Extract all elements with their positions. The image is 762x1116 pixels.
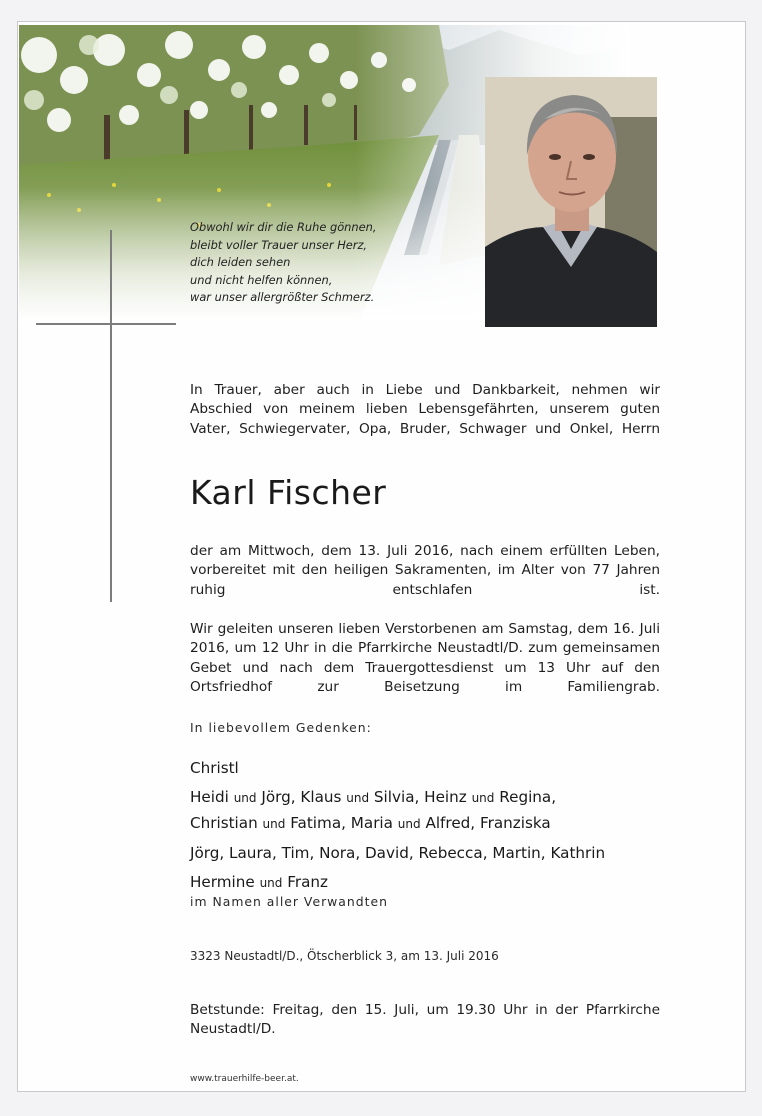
cross-horizontal-bar xyxy=(36,323,176,325)
announcement-text: der am Mittwoch, dem 13. Juli 2016, nach einem erfüllten Leben, vorbereitet mit den heiligen Sakramenten, im Alter von 77 Jahren ruhig entschlafen ist. xyxy=(190,543,660,598)
mourners-list xyxy=(190,756,605,896)
prayer-hour-text xyxy=(190,1001,660,1040)
poem-line: war unser allergrößter Schmerz. xyxy=(190,290,375,305)
poem-line: und nicht helfen können, xyxy=(190,272,333,287)
mourner-name: Christl xyxy=(190,759,239,777)
poem-line: dich leiden sehen xyxy=(190,255,291,270)
website-footer: www.trauerhilfe-beer.at. xyxy=(190,1074,299,1084)
place-date: 3323 Neustadtl/D., Ötscherblick 3, am 13. Juli 2016 xyxy=(190,949,499,963)
conjunction: und xyxy=(259,876,283,890)
poem-line: Obwohl wir dir die Ruhe gönnen, xyxy=(190,220,377,234)
poem-line: bleibt voller Trauer unser Herz, xyxy=(190,237,368,252)
mourner-name: Franz xyxy=(287,873,328,891)
remembrance-label: In liebevollem Gedenken: xyxy=(190,720,372,735)
mourner-row xyxy=(190,870,605,896)
conjunction: und xyxy=(262,817,286,831)
mourner-row xyxy=(190,841,605,866)
intro-text: In Trauer, aber auch in Liebe und Dankbarkeit, nehmen wir Abschied von meinem lieben Lebensgefährten, unserem guten Vater, Schwiegervater, Opa, Bruder, Schwager und Onkel, Herrn xyxy=(190,382,660,437)
relatives-note: im Namen aller Verwandten xyxy=(190,894,388,909)
funeral-text: Wir geleiten unseren lieben Verstorbenen am Samstag, dem 16. Juli 2016, um 12 Uhr in die Pfarrkirche Neustadtl/D. zum gemeinsamen Gebet und nach dem Trauergottesdienst um 13 Uhr auf den Ortsfriedhof zur Beisetzung im Familiengrab. xyxy=(190,621,660,696)
cross-vertical-bar xyxy=(110,230,112,602)
mourner-name: Jörg, Laura, Tim, Nora, David, Rebecca, Martin, Kathrin xyxy=(190,844,606,862)
mourner-name: Alfred, Franziska xyxy=(425,814,551,832)
deceased-name: Karl Fischer xyxy=(190,473,387,512)
mourner-name: Christian xyxy=(190,814,258,832)
conjunction: und xyxy=(346,791,370,805)
mourner-name: Regina, xyxy=(499,788,557,806)
mourner-row xyxy=(190,756,605,781)
mourner-name: Heidi xyxy=(190,788,229,806)
mourner-name: Hermine xyxy=(190,873,255,891)
conjunction: und xyxy=(471,791,495,805)
mourner-name: Jörg, Klaus xyxy=(261,788,342,806)
prayer-line: Betstunde: Freitag, den 15. Juli, um 19.30 Uhr in der Pfarrkirche xyxy=(190,1002,660,1018)
mourner-row xyxy=(190,785,605,811)
conjunction: und xyxy=(233,791,257,805)
prayer-line: Neustadtl/D. xyxy=(190,1021,276,1038)
mourner-name: Silvia, Heinz xyxy=(373,788,467,806)
conjunction: und xyxy=(397,817,421,831)
mourner-row xyxy=(190,811,605,837)
portrait-photo xyxy=(485,77,657,327)
poem xyxy=(190,219,490,307)
mourner-name: Fatima, Maria xyxy=(290,814,393,832)
